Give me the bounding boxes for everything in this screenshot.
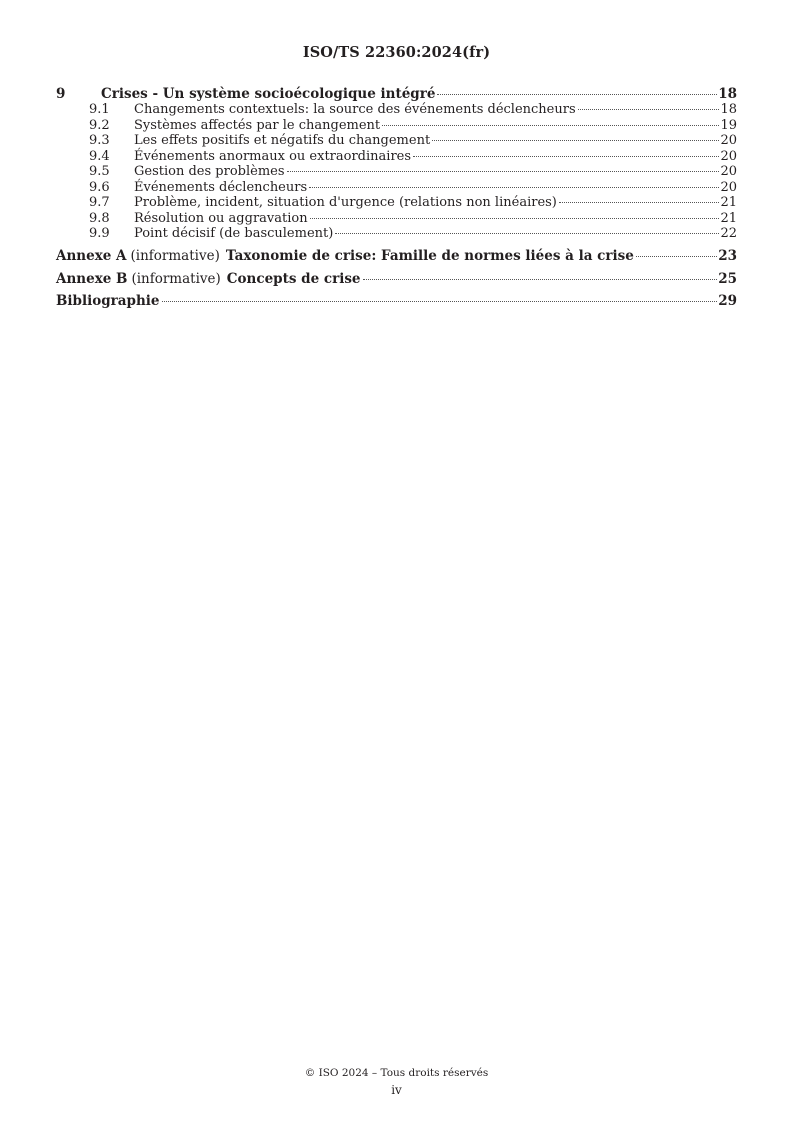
- toc-entry-page: 18: [720, 102, 737, 117]
- dot-leader: [578, 109, 720, 110]
- toc-entry-title: Taxonomie de crise: Famille de normes liées à la crise: [225, 248, 634, 264]
- dot-leader: [432, 140, 719, 141]
- toc-entry-page: 29: [718, 293, 737, 309]
- toc-entry-page: 21: [720, 195, 737, 210]
- dot-leader: [382, 125, 719, 126]
- toc-entry-title: Changements contextuels: la source des événements déclencheurs: [134, 102, 576, 117]
- toc-entry-number: 9: [56, 86, 66, 102]
- page-number: iv: [391, 1083, 402, 1097]
- copyright-notice: © ISO 2024 – Tous droits réservés: [304, 1067, 489, 1079]
- dot-leader: [363, 279, 718, 280]
- toc-entry-title: Point décisif (de basculement): [134, 226, 334, 241]
- dot-leader: [636, 256, 717, 257]
- toc-entry-page: 22: [720, 226, 737, 241]
- toc-entry-page: 20: [720, 148, 737, 164]
- toc-entry-number: 9.5: [89, 164, 110, 179]
- toc-entry-title: Bibliographie: [56, 293, 160, 309]
- toc-entry-title: Concepts de crise: [226, 270, 361, 287]
- toc-entry-number: 9.4: [89, 148, 110, 164]
- toc-entry-title: Problème, incident, situation d'urgence (relations non linéaires): [134, 195, 557, 210]
- dot-leader: [287, 171, 720, 172]
- toc-entry-page: 20: [720, 179, 737, 195]
- toc-entry-number: 9.8: [89, 210, 110, 226]
- toc-entry-page: 20: [720, 133, 737, 148]
- toc-entry-number: 9.9: [89, 226, 110, 241]
- toc-entry-9-4[interactable]: [56, 149, 737, 165]
- toc-entry-9-8[interactable]: [56, 211, 737, 227]
- toc-entry-number: 9.1: [89, 102, 110, 117]
- toc-entry-number: 9.2: [89, 117, 110, 133]
- page-footer: [0, 1066, 793, 1097]
- toc-entry-9-9[interactable]: [56, 226, 737, 242]
- toc-entry-9-5[interactable]: [56, 164, 737, 180]
- annex-informative-tag: (informative): [131, 270, 221, 287]
- annex-informative-tag: (informative): [130, 248, 220, 264]
- toc-entry-title: Crises - Un système socioécologique intégré: [101, 86, 436, 102]
- toc-entry-annex-a[interactable]: [56, 248, 737, 264]
- document-header: ISO/TS 22360:2024(fr): [302, 44, 491, 61]
- toc-entry-bibliography[interactable]: [56, 293, 737, 309]
- toc-entry-title: Les effets positifs et négatifs du changement: [134, 133, 431, 148]
- dot-leader: [559, 202, 720, 203]
- toc-entry-page: 21: [720, 210, 737, 226]
- toc-entry-page: 19: [720, 117, 737, 133]
- toc-entry-number: 9.7: [89, 195, 110, 210]
- toc-entry-title: Résolution ou aggravation: [134, 210, 308, 226]
- toc-entry-title: Événements anormaux ou extraordinaires: [134, 148, 412, 164]
- toc-entry-section-9[interactable]: [56, 86, 737, 102]
- dot-leader: [309, 187, 719, 188]
- toc-entry-number: 9.3: [89, 133, 110, 148]
- toc-entry-page: 20: [720, 164, 737, 179]
- toc-entry-annex-b[interactable]: [56, 271, 737, 287]
- table-of-contents: [56, 86, 737, 309]
- dot-leader: [310, 218, 720, 219]
- dot-leader: [437, 94, 717, 95]
- annex-label: Annexe A: [56, 248, 127, 264]
- toc-entry-title: Événements déclencheurs: [134, 179, 308, 195]
- toc-entry-page: 25: [718, 270, 737, 287]
- toc-entry-number: 9.6: [89, 179, 110, 195]
- toc-entry-9-6[interactable]: [56, 180, 737, 196]
- dot-leader: [162, 301, 718, 302]
- toc-entry-9-2[interactable]: [56, 118, 737, 134]
- toc-entry-9-7[interactable]: [56, 195, 737, 211]
- toc-entry-title: Systèmes affectés par le changement: [134, 117, 381, 133]
- annex-label: Annexe B: [56, 270, 128, 287]
- toc-entry-page: 18: [718, 86, 737, 102]
- toc-entry-title: Gestion des problèmes: [134, 164, 285, 179]
- toc-entry-page: 23: [718, 248, 737, 264]
- toc-entry-9-3[interactable]: [56, 133, 737, 149]
- dot-leader: [413, 156, 719, 157]
- dot-leader: [335, 233, 719, 234]
- toc-entry-9-1[interactable]: [56, 102, 737, 118]
